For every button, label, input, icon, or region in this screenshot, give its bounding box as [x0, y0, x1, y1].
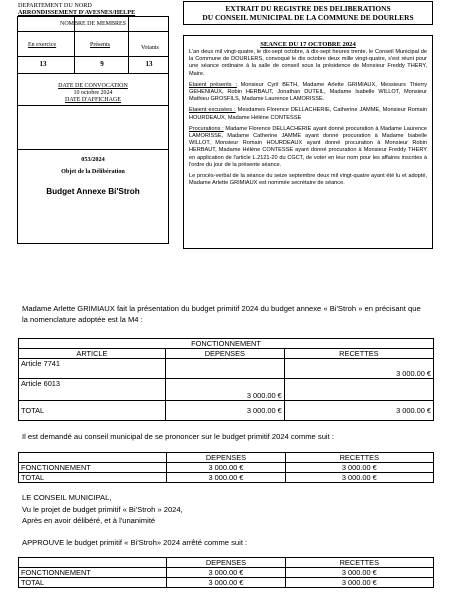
table1-total-depenses: 3 000.00 €	[165, 401, 284, 421]
pv-paragraph: Le procès-verbal de la séance du seize septembre deux mil vingt-quatre ayant été lu et adopté, Madame Arlette GRIMIAUX est nommée secrétaire de séance.	[189, 173, 427, 187]
table1-row2-article: Article 6013	[19, 379, 166, 401]
objet-label: Objet de la Délibération	[61, 168, 125, 175]
extract-title-line1: EXTRAIT DU REGISTRE DES DELIBERATIONS	[225, 4, 391, 13]
department-label: DEPARTEMENT DU NORD	[18, 2, 92, 9]
procurations-paragraph	[189, 126, 427, 169]
table3-col-depenses: DEPENSES	[167, 558, 285, 568]
table2-col-recettes: RECETTES	[285, 453, 433, 463]
table1-row1-recettes: 3 000.00 €	[284, 359, 433, 379]
table1-col-article: ARTICLE	[19, 349, 166, 359]
members-exercice-label: En exercice	[28, 42, 57, 48]
members-votants-label: Votants	[141, 45, 159, 51]
apres-line: Après en avoir délibéré, et à l'unanimité	[22, 516, 156, 525]
excuses-label: Etaient excusées :	[189, 107, 236, 114]
table1-total-label: TOTAL	[19, 401, 166, 421]
budget-detail-table	[18, 338, 434, 421]
left-header-box	[17, 16, 169, 244]
table3-col-blank	[19, 558, 167, 568]
approved-budget-table	[18, 557, 434, 588]
seance-title: SEANCE DU 17 OCTOBRE 2024	[260, 41, 356, 48]
members-votants-value: 13	[145, 60, 153, 68]
conseil-line: LE CONSEIL MUNICIPAL,	[22, 493, 112, 502]
demande-line: Il est demandé au conseil municipal de se prononcer sur le budget primitif 2024 comme suit :	[22, 432, 334, 441]
presents-label: Etaient présents :	[189, 81, 237, 88]
table2-total-recettes: 3 000.00 €	[285, 473, 433, 483]
members-exercice-value: 13	[39, 60, 47, 68]
table-row	[19, 473, 434, 483]
table3-total-depenses: 3 000.00 €	[167, 578, 285, 588]
table3-row1-label: FONCTIONNEMENT	[19, 568, 167, 578]
table-row	[19, 568, 434, 578]
budget-summary-table	[18, 452, 434, 483]
members-presents-value: 9	[100, 60, 104, 68]
members-title: NOMBRE DE MEMBRES	[18, 17, 168, 32]
table2-row1-recettes: 3 000.00 €	[285, 463, 433, 473]
table1-section-header: FONCTIONNEMENT	[19, 339, 434, 349]
table3-row1-depenses: 3 000.00 €	[167, 568, 285, 578]
excuses-paragraph	[189, 107, 427, 121]
table3-col-recettes: RECETTES	[285, 558, 433, 568]
table-row	[19, 379, 434, 401]
objet-value: Budget Annexe Bi'Stroh	[46, 187, 140, 196]
table1-row1-article: Article 7741	[19, 359, 166, 379]
table-row	[19, 359, 434, 379]
presents-paragraph	[189, 82, 427, 104]
table3-total-recettes: 3 000.00 €	[285, 578, 433, 588]
seance-box	[183, 35, 433, 249]
arrondissement-label: ARRONDISSEMENT D'AVESNES/HELPE	[18, 9, 136, 16]
extract-title-box	[183, 1, 433, 25]
table3-row1-recettes: 3 000.00 €	[285, 568, 433, 578]
procurations-text: Madame Florence DELLACHERIE ayant donné procuration à Madame Laurence LAMORISSE, Madame Catherine JAMME ayant donné procuration à Madame Isabelle WILLOT, Monsieur Romain HOURDEAUX ayant donné procuration à Monsieur Robin HERBAUT, Madame Hélène CONTESSE ayant donné procuration à Monsieur Freddy THERY en application de l'article L.2121-20 du CGCT, de voter en leur nom pour les affaires inscrites à l'ordre du jour de la présente séance.	[189, 125, 428, 168]
table2-total-label: TOTAL	[19, 473, 167, 483]
convocation-date: 10 octobre 2024	[73, 90, 113, 96]
table1-total-recettes: 3 000.00 €	[284, 401, 433, 421]
table1-row2-depenses: 3 000.00 €	[165, 379, 284, 401]
procurations-label: Procurations :	[189, 125, 224, 132]
table1-col-recettes: RECETTES	[284, 349, 433, 359]
table1-row2-recettes	[284, 379, 433, 401]
vu-line: Vu le projet de budget primitif « Bi'Stroh » 2024,	[22, 505, 183, 514]
table3-total-label: TOTAL	[19, 578, 167, 588]
intro-line1: Madame Arlette GRIMIAUX fait la présentation du budget primitif 2024 du budget annexe « Bi'Stroh » en précisant que	[22, 304, 421, 313]
intro-line2: la nomenclature adoptée est la M4 :	[22, 315, 143, 324]
table1-col-depenses: DEPENSES	[165, 349, 284, 359]
table-row	[19, 578, 434, 588]
table-row	[19, 463, 434, 473]
presents-text: Monsieur Cyril BETH, Madame Arlette GRIMIAUX, Messieurs Thierry GEHENIAUX, Robin HERBAUT, Jonathan DUTEIL, Madame Isabelle WILLOT, Monsieur Mathieu GROSFILS, Madame Laurence LAMORISSE.	[189, 81, 427, 103]
convocation-label: DATE DE CONVOCATION	[58, 83, 128, 89]
approuve-line: APPROUVE le budget primitif « Bi'Stroh» 2024 arrêté comme suit :	[22, 538, 248, 547]
extract-title-line2: DU CONSEIL MUNICIPAL DE LA COMMUNE DE DOURLERS	[202, 13, 414, 22]
excuses-text: Mesdames Florence DELLACHERIE, Catherine JAMME, Monsieur Romain HOURDEAUX, Madame Hélène CONTESSE	[189, 107, 427, 121]
seance-intro: L'an deux mil vingt-quatre, le dix-sept octobre, à dix-sept heures trente, le Conseil Municipal de la Commune de DOURLERS, convoqué le dix octobre deux mille vingt-quatre, s'est réuni pour une séance ordinaire à la salle de conseil sous la présidence de Monsieur Freddy THERY, Maire.	[189, 49, 427, 77]
members-presents-label: Présents	[90, 42, 110, 48]
affichage-label: DATE D'AFFICHAGE	[65, 97, 121, 103]
table2-row1-depenses: 3 000.00 €	[167, 463, 285, 473]
table2-col-blank	[19, 453, 167, 463]
table1-row1-depenses	[165, 359, 284, 379]
table2-col-depenses: DEPENSES	[167, 453, 285, 463]
table-row	[19, 401, 434, 421]
deliberation-number: 053/2024	[81, 156, 105, 163]
table2-total-depenses: 3 000.00 €	[167, 473, 285, 483]
table2-row1-label: FONCTIONNEMENT	[19, 463, 167, 473]
